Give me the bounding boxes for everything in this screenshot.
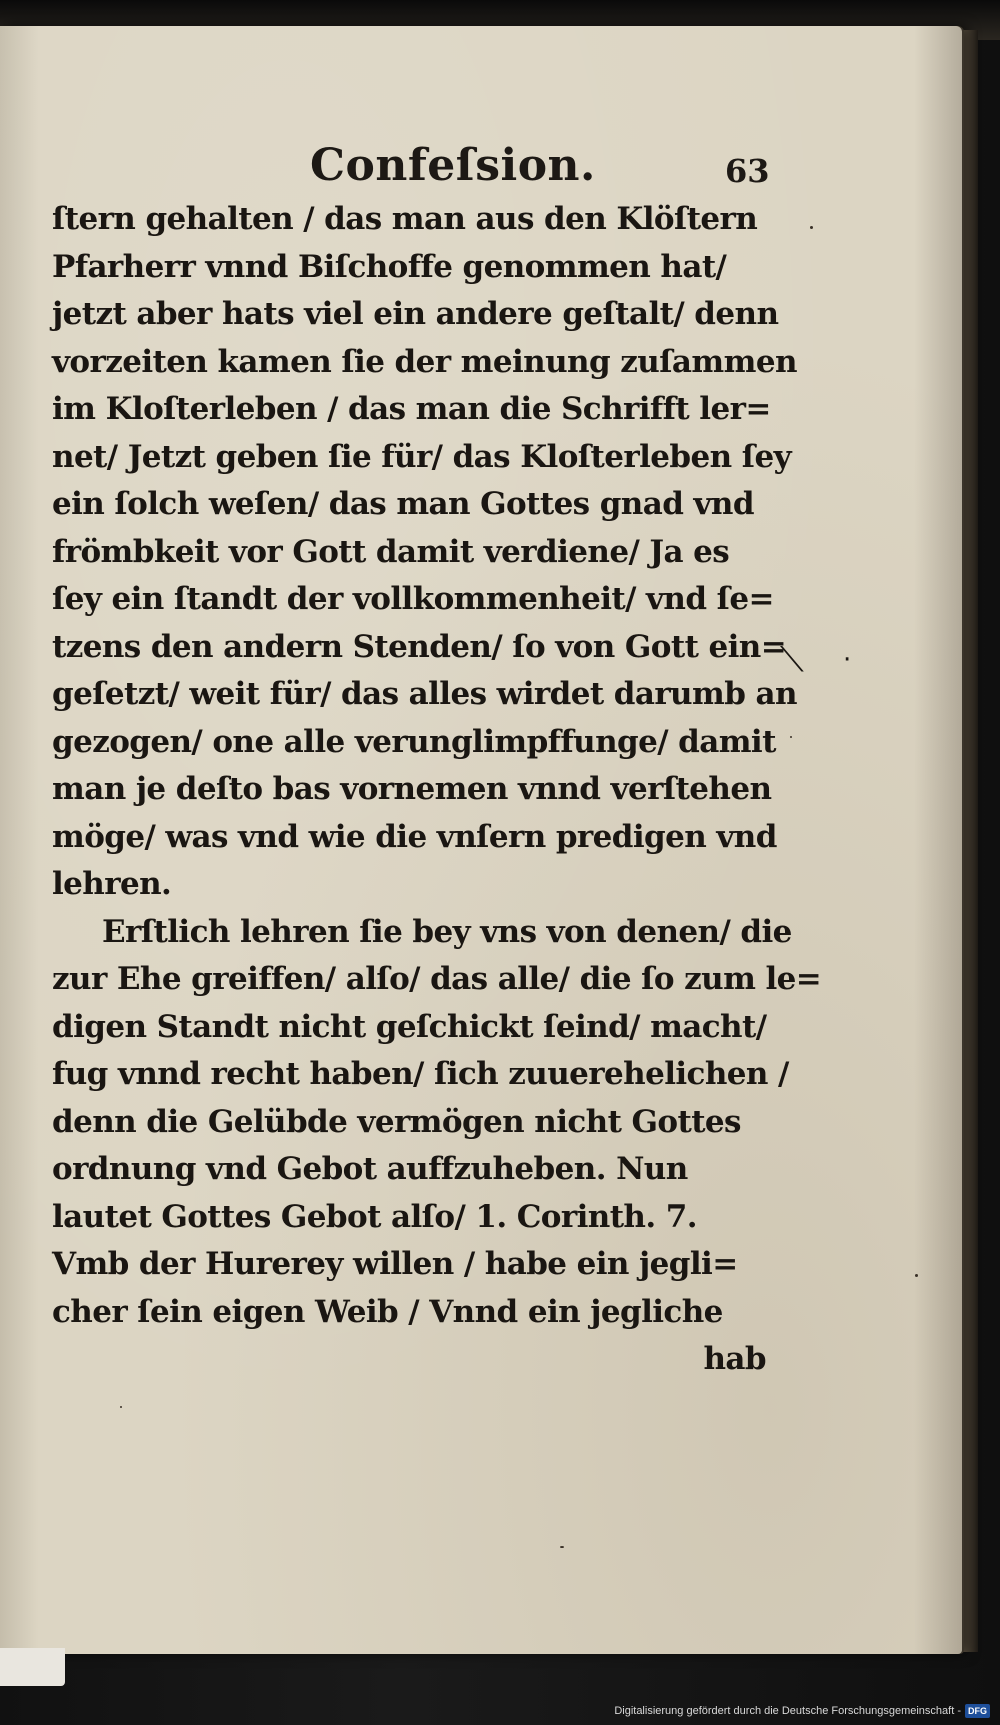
catchword: hab — [703, 1341, 766, 1377]
running-head: Confeſsion. — [310, 140, 596, 191]
text-line: im Kloſterleben / das man die Schrifft ler= — [52, 391, 771, 427]
paper-speck — [810, 226, 813, 229]
text-line: denn die Gelübde vermögen nicht Gottes — [52, 1103, 741, 1140]
text-line: vorzeiten kamen ſie der meinung zuſammen — [52, 343, 797, 380]
text-line: ein ſolch weſen/ das man Gottes gnad vnd — [52, 486, 754, 522]
paragraph-start-line: Erſtlich lehren ſie bey vns von denen/ die — [102, 913, 792, 950]
text-line: geſetzt/ weit für/ das alles wirdet darumb an — [52, 676, 797, 712]
text-line: lautet Gottes Gebot alſo/ 1. Corinth. 7. — [52, 1198, 697, 1235]
text-line: jetzt aber hats viel ein andere geſtalt/ denn — [52, 296, 779, 332]
page-fore-edge — [962, 30, 978, 1652]
digitization-footer — [614, 1701, 990, 1721]
text-line: lehren. — [52, 866, 172, 902]
text-line: zur Ehe greiffen/ alſo/ das alle/ die ſo zum le= — [52, 961, 822, 997]
paper-speck — [915, 1274, 918, 1277]
color-calibration-tab — [0, 1648, 65, 1686]
text-line: fug vnnd recht haben/ ſich zuuerehelichen / — [52, 1056, 789, 1092]
dfg-logo: DFG — [965, 1704, 990, 1718]
text-line: digen Standt nicht geſchickt ſeind/ macht/ — [52, 1008, 767, 1045]
body-text — [52, 196, 822, 1384]
paper-speck — [560, 1546, 564, 1548]
page-number: 63 — [725, 152, 770, 190]
text-line: net/ Jetzt geben ſie für/ das Kloſterleben ſey — [52, 438, 792, 475]
text-line: man je deſto bas vornemen vnnd verſtehen — [52, 771, 772, 807]
text-line: ſey ein ſtandt der vollkommenheit/ vnd ſe= — [52, 581, 774, 617]
margin-dot: · — [843, 645, 852, 675]
text-line: tzens den andern Stenden/ ſo von Gott ein= — [52, 628, 787, 665]
text-line: gezogen/ one alle verunglimpffunge/ damit — [52, 723, 776, 760]
text-line: Pfarherr vnnd Biſchoffe genommen hat/ — [52, 248, 727, 285]
text-line: Vmb der Hurerey willen / habe ein jegli= — [52, 1246, 738, 1282]
text-line: ſtern gehalten / das man aus den Klöſtern — [52, 201, 758, 237]
paper-speck — [120, 1406, 122, 1408]
text-line: möge/ was vnd wie die vnſern predigen vnd — [52, 818, 777, 855]
margin-stroke-mark: ⟍ — [780, 640, 804, 680]
text-line: ordnung vnd Gebot auffzuheben. Nun — [52, 1151, 688, 1187]
paper-speck — [790, 736, 792, 738]
text-line: frömbkeit vor Gott damit verdiene/ Ja es — [52, 533, 730, 570]
text-line: cher ſein eigen Weib / Vnnd ein jegliche — [52, 1293, 723, 1330]
funding-credit: Digitalisierung gefördert durch die Deutsche Forschungsgemeinschaft - — [614, 1705, 961, 1717]
